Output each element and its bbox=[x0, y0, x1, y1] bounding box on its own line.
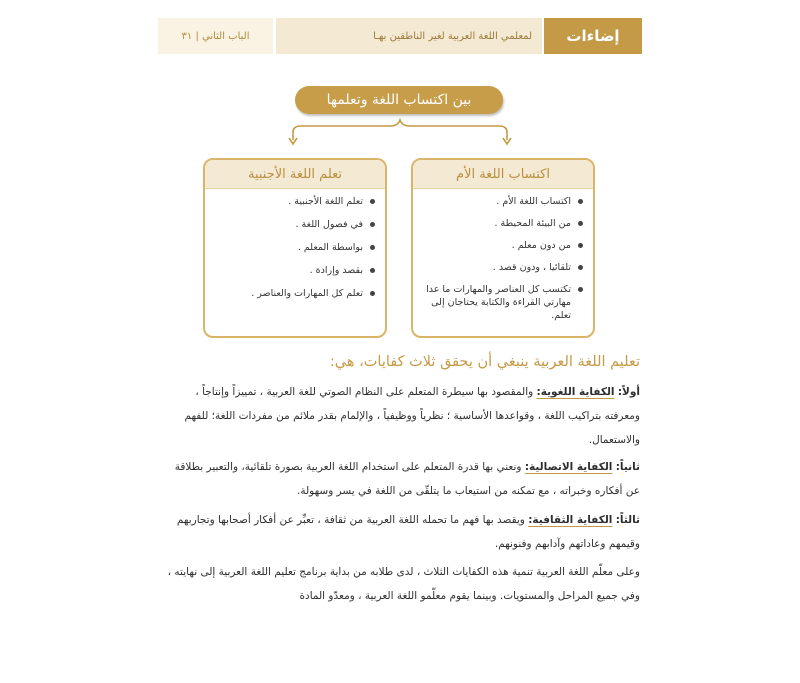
paragraph-ordinal: أولاً: bbox=[617, 386, 640, 398]
header-brand: إضاءات bbox=[544, 18, 642, 54]
paragraph-communicative-competence bbox=[160, 455, 640, 503]
paragraph-linguistic-competence bbox=[160, 380, 640, 452]
foreign-language-list bbox=[205, 189, 385, 300]
list-item: من دون معلم . bbox=[419, 239, 583, 252]
paragraph-label: الكفاية اللغوية: bbox=[536, 386, 615, 398]
paragraph-label: الكفاية الثقافية: bbox=[528, 514, 613, 526]
list-item: تكتسب كل العناصر والمهارات ما عدا مهارتي القراءة والكتابة يحتاجان إلى تعلم. bbox=[419, 283, 583, 322]
chapter-page-number: الباب الثاني | ٣١ bbox=[158, 18, 276, 54]
diagram-title: بين اكتساب اللغة وتعلمها bbox=[295, 86, 503, 114]
foreign-language-heading: تعلم اللغة الأجنبية bbox=[205, 160, 385, 189]
paragraph-ordinal: ثانياً: bbox=[615, 461, 640, 473]
brace-arrows-icon bbox=[285, 118, 515, 148]
list-item: في فصول اللغة . bbox=[211, 218, 375, 231]
list-item: تعلم كل المهارات والعناصر . bbox=[211, 287, 375, 300]
paragraph-text: ويقصد بها فهم ما تحمله اللغة العربية من ثقافة ، تعبِّر عن أفكار أصحابها وتجاربهم وقيمهم وعاداتهم وآدابهم وفنونهم. bbox=[176, 514, 640, 550]
list-item: بقصد وإرادة . bbox=[211, 264, 375, 277]
mother-tongue-box bbox=[411, 158, 595, 338]
list-item: تلقائيا ، ودون قصد . bbox=[419, 261, 583, 274]
paragraph-text: والمقصود بها سيطرة المتعلم على النظام الصوتي للغة العربية ، تمييزاً وإنتاجاً ، ومعرفته بتراكيب اللغة ، وقواعدها الأساسية ؛ نظرياً ووظيفياً ، والإلمام بقدر ملائم من مفردات اللغة؛ للفهم والاستعمال. bbox=[184, 386, 640, 446]
paragraph-teacher-role: وعلى معلّم اللغة العربية تنمية هذه الكفايات الثلاث ، لدى طلابه من بداية برنامج تعليم اللغة العربية إلى نهايته ، وفي جميع المراحل والمستويات. وبينما يقوم معلّمو اللغة العربية ، ومعدّو المادة bbox=[167, 566, 640, 602]
list-item: من البيئة المحيطة . bbox=[419, 217, 583, 230]
paragraph-label: الكفاية الاتصالية: bbox=[524, 461, 613, 473]
paragraph-ordinal: ثالثاً: bbox=[615, 514, 640, 526]
acquisition-learning-diagram bbox=[195, 84, 605, 340]
section-title: تعليم اللغة العربية ينبغي أن يحقق ثلاث كفايات، هي: bbox=[329, 354, 640, 370]
list-item: تعلم اللغة الأجنبية . bbox=[211, 195, 375, 208]
list-item: اكتساب اللغة الأم . bbox=[419, 195, 583, 208]
header-subtitle: لمعلمي اللغة العربية لغير الناطقين بهـا bbox=[276, 18, 542, 54]
list-item: بواسطة المعلم . bbox=[211, 241, 375, 254]
paragraph-text: ونعني بها قدرة المتعلم على استخدام اللغة العربية بصورة تلقائية، والتعبير بطلاقة عن أفكاره وخبراته ، مع تمكنه من استيعاب ما يتلقّى من اللغة في يسر وسهولة. bbox=[174, 461, 640, 497]
mother-tongue-list bbox=[413, 189, 593, 322]
paragraph-cultural-competence bbox=[160, 508, 640, 556]
foreign-language-box bbox=[203, 158, 387, 338]
page-header bbox=[158, 18, 642, 54]
mother-tongue-heading: اكتساب اللغة الأم bbox=[413, 160, 593, 189]
